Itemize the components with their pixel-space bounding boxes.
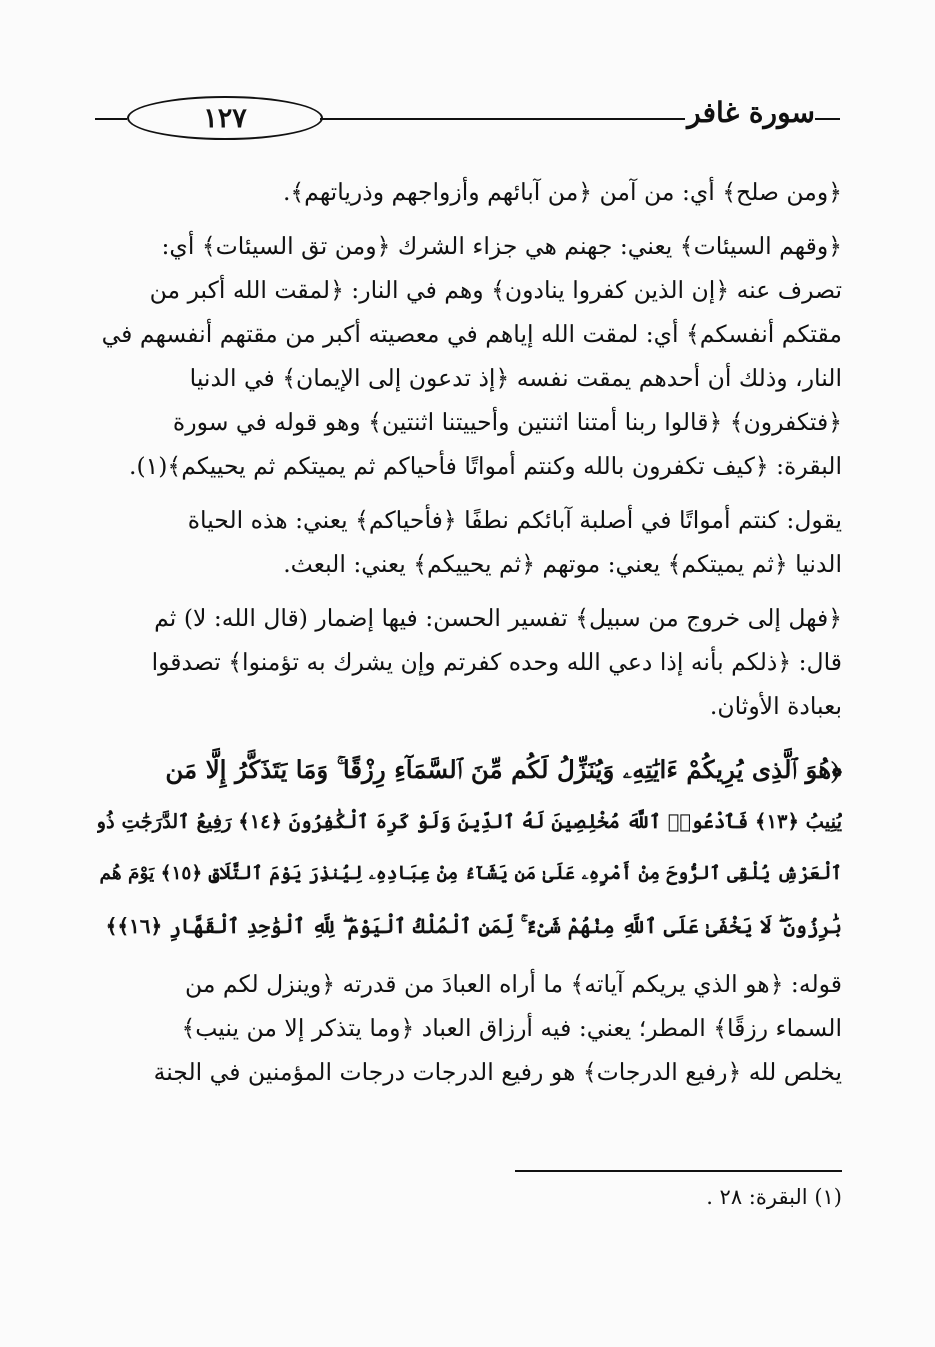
- quran-verse-line: ٱلْعَرْشِ يُلْقِى ٱلرُّوحَ مِنْ أَمْرِهِۦ عَلَىٰ مَن يَشَآءُ مِنْ عِبَادِهِۦ لِيُنذِرَ يَوْمَ ٱلتَّلَاقِ ﴿١٥﴾ يَوْمَ هُم: [99, 863, 842, 884]
- page-body: [97, 170, 842, 1094]
- text-line: تصرف عنه ﴿إن الذين كفروا ينادون﴾ وهم في النار: ﴿لمقت الله أكبر من: [149, 276, 842, 304]
- footnote-rule: [515, 1170, 842, 1172]
- header-rule: [320, 118, 685, 120]
- text-line: ﴿وقهم السيئات﴾ يعني: جهنم هي جزاء الشرك ﴿ومن تق السيئات﴾ أي:: [161, 232, 842, 260]
- header-rule: [815, 118, 840, 120]
- running-header: [95, 92, 840, 142]
- surah-title: سورة غافر: [687, 96, 815, 129]
- text-line: السماء رزقًا﴾ المطر؛ يعني: فيه أرزاق العباد ﴿وما يتذكر إلا من ينيب﴾: [181, 1014, 842, 1042]
- text-line: يقول: كنتم أمواتًا في أصلبة آبائكم نطفًا ﴿فأحياكم﴾ يعني: هذه الحياة: [187, 506, 842, 534]
- text-line: الدنيا ﴿ثم يميتكم﴾ يعني: موتهم ﴿ثم يحييكم﴾ يعني: البعث.: [283, 550, 842, 578]
- quran-verse-line: بَٰرِزُونَ ۖ لَا يَخْفَىٰ عَلَى ٱللَّهِ مِنْهُمْ شَىْءٌ ۚ لِّمَنِ ٱلْمُلْكُ ٱلْيَوْمَ ۖ لِلَّهِ ٱلْوَٰحِدِ ٱلْقَهَّارِ ﴿١٦﴾﴾: [105, 914, 842, 938]
- text-line: قال: ﴿ذلكم بأنه إذا دعي الله وحده كفرتم وإن يشرك به تؤمنوا﴾ تصدقوا: [151, 648, 842, 676]
- quran-verse-line: يُنِيبُ ﴿١٣﴾ فَٱدْعُوا۟ ٱللَّهَ مُخْلِصِينَ لَهُ ٱلدِّينَ وَلَوْ كَرِهَ ٱلْكَٰفِرُونَ ﴿١٤﴾ رَفِيعُ ٱلدَّرَجَٰتِ ذُو: [97, 810, 842, 833]
- quran-verse-line: ﴿هُوَ ٱلَّذِى يُرِيكُمْ ءَايَٰتِهِۦ وَيُنَزِّلُ لَكُم مِّنَ ٱلسَّمَآءِ رِزْقًا ۚ وَمَا يَتَذَكَّرُ إِلَّا مَن: [165, 755, 842, 784]
- text-line: قوله: ﴿هو الذي يريكم آياته﴾ ما أراه العبادَ من قدرته ﴿وينزل لكم من: [184, 970, 842, 998]
- header-rule: [95, 118, 127, 120]
- text-line: يخلص لله ﴿رفيع الدرجات﴾ هو رفيع الدرجات درجات المؤمنين في الجنة: [153, 1058, 842, 1086]
- text-line: ﴿ومن صلح﴾ أي: من آمن ﴿من آبائهم وأزواجهم وذرياتهم﴾.: [282, 178, 842, 206]
- text-line: مقتكم أنفسكم﴾ أي: لمقت الله إياهم في معصيته أكبر من مقتهم أنفسهم في: [101, 320, 842, 348]
- text-line: ﴿فتكفرون﴾ ﴿قالوا ربنا أمتنا اثنتين وأحييتنا اثنتين﴾ وهو قوله في سورة: [172, 408, 842, 436]
- text-line: ﴿فهل إلى خروج من سبيل﴾ تفسير الحسن: فيها إضمار (قال الله: لا) ثم: [154, 604, 842, 632]
- page-number: ١٢٧: [127, 96, 323, 140]
- text-line: النار، وذلك أن أحدهم يمقت نفسه ﴿إذ تدعون إلى الإيمان﴾ في الدنيا: [189, 364, 842, 392]
- text-line: البقرة: ﴿كيف تكفرون بالله وكنتم أمواتًا فأحياكم ثم يميتكم ثم يحييكم﴾(١).: [128, 452, 842, 480]
- footnote: (١) البقرة: ٢٨ .: [706, 1185, 842, 1209]
- text-line: بعبادة الأوثان.: [709, 692, 842, 720]
